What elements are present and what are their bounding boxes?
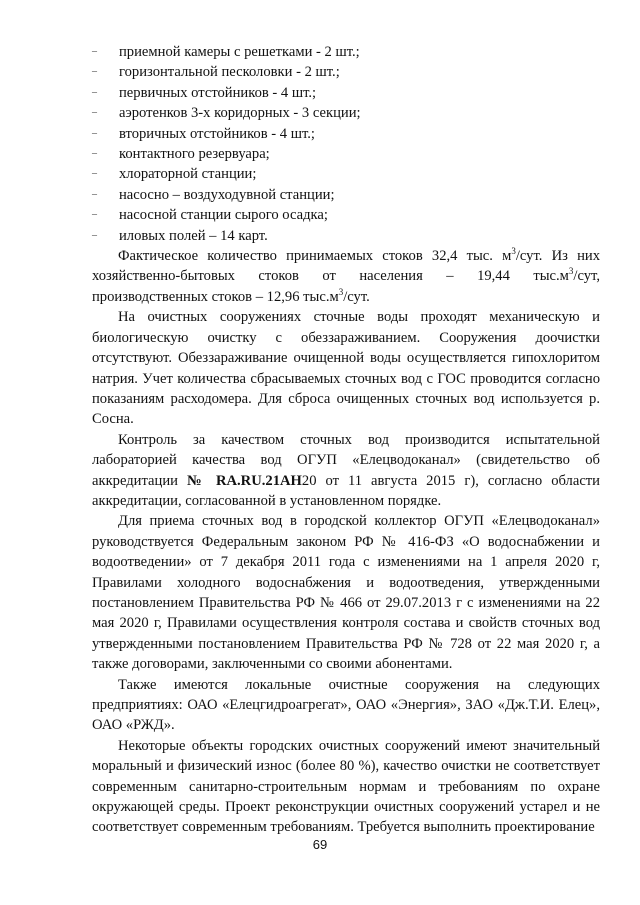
- list-item-text: насосной станции сырого осадка;: [119, 207, 328, 224]
- paragraph-quality-control: [92, 430, 600, 512]
- dash-marker: –: [92, 188, 97, 200]
- list-item: [92, 103, 600, 123]
- list-item-text: насосно – воздуходувной станции;: [119, 186, 335, 203]
- dash-marker: –: [92, 168, 97, 180]
- text-fragment: /сут, производственных стоков – 12,96 тыс.м: [92, 268, 600, 305]
- list-item: [92, 185, 600, 205]
- list-item: [92, 164, 600, 184]
- text-fragment: /сут. Из них хозяйственно-бытовых стоков от населения – 19,44 тыс.м: [92, 248, 600, 285]
- accreditation-number: № RA.RU.21АН: [186, 472, 302, 489]
- list-item: [92, 205, 600, 225]
- paragraph-treatment-process: На очистных сооружениях сточные воды проходят механическую и биологическую очистку с обеззараживанием. Сооружения доочистки отсутствуют. Обеззараживание очищенной воды осуществляется гипохлоритом натрия. Учет количества сбрасываемых сточных вод с ГОС проводится согласно показаниям расходомера. Для сброса очищенных сточных вод используется р. Сосна.: [92, 309, 600, 428]
- list-item-text: контактного резервуара;: [119, 146, 270, 163]
- paragraph-wear-and-tear: Некоторые объекты городских очистных сооружений имеют значительный моральный и физический износ (более 80 %), качество очистки не соответствует современным санитарно-строительным нормам и требованиям по охране окружающей среды. Проект реконструкции очистных сооружений устарел и не соответствует современным требованиям. Требуется выполнить проектирование: [92, 737, 600, 836]
- list-item-text: приемной камеры с решетками - 2 шт.;: [119, 44, 360, 60]
- facility-list: [92, 42, 600, 246]
- text-fragment: 20 от 11 августа 2015 г), согласно области аккредитации, согласованной в установленном порядке.: [92, 472, 600, 509]
- list-item: [92, 62, 600, 82]
- dash-marker: –: [92, 46, 97, 57]
- list-item-text: иловых полей – 14 карт.: [119, 227, 268, 244]
- dash-marker: –: [92, 86, 97, 98]
- text-fragment: Контроль за качеством сточных вод производится испытательной лабораторией качества вод ОГУП «Елецводоканал» (свидетельство об аккредитации: [92, 431, 600, 489]
- list-item: [92, 226, 600, 246]
- dash-marker: –: [92, 229, 97, 241]
- list-item: [92, 83, 600, 103]
- dash-marker: –: [92, 209, 97, 221]
- list-item-text: горизонтальной песколовки - 2 шт.;: [119, 64, 340, 81]
- text-fragment: /сут.: [343, 288, 370, 305]
- list-item: [92, 42, 600, 62]
- superscript: 3: [511, 246, 516, 257]
- list-item-text: хлораторной станции;: [119, 166, 257, 183]
- list-item: [92, 144, 600, 164]
- paragraph-regulations: Для приема сточных вод в городской коллектор ОГУП «Елецводоканал» руководствуется Федеральным законом РФ № 416-ФЗ «О водоснабжении и водоотведении» от 7 декабря 2011 года с изменениями на 1 апреля 2020 г, Правилами холодного водоснабжения и водоотведения, утвержденными постановлением Правительства РФ № 466 от 29.07.2013 г с изменениями на 22 мая 2020 г, Правилами осуществления контроля состава и свойств сточных вод утвержденными постановлением Правительства РФ № 728 от 22 мая 2020 г, а также договорами, заключенными со своими абонентами.: [92, 513, 600, 673]
- superscript: 3: [338, 287, 344, 298]
- dash-marker: –: [92, 127, 97, 139]
- page-number: 69: [312, 837, 328, 852]
- list-item-text: аэротенков 3-х коридорных - 3 секции;: [119, 105, 361, 122]
- dash-marker: –: [92, 66, 97, 78]
- dash-marker: –: [92, 148, 97, 160]
- superscript: 3: [568, 266, 574, 277]
- text-fragment: Фактическое количество принимаемых стоков 32,4 тыс. м: [118, 248, 512, 265]
- list-item: [92, 124, 600, 144]
- paragraph-local-facilities: Также имеются локальные очистные сооружения на следующих предприятиях: ОАО «Елецгидроагрегат», ОАО «Энергия», ЗАО «Дж.Т.И. Елец», ОАО «РЖД».: [92, 676, 600, 734]
- paragraph-inflow-volume: [92, 246, 600, 307]
- dash-marker: –: [92, 107, 97, 119]
- list-item-text: вторичных отстойников - 4 шт.;: [119, 125, 315, 142]
- list-item-text: первичных отстойников - 4 шт.;: [119, 84, 317, 101]
